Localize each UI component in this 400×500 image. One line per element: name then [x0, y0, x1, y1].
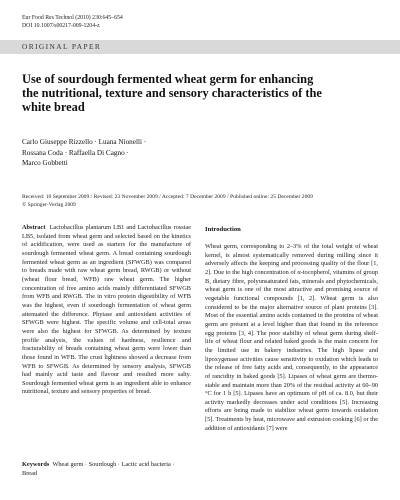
author-line: Marco Gobbetti: [22, 159, 68, 167]
section-band: [0, 40, 400, 54]
journal-citation: Eur Food Res Technol (2010) 230:645–654: [22, 15, 123, 21]
dates: Received: 10 September 2009 / Revised: 23 November 2009 / Accepted: 7 December 2009 / Published online: 25 December 2009: [22, 194, 313, 200]
author-line: Rossana Coda · Raffaella Di Cagno ·: [22, 148, 129, 157]
doi: DOI 10.1007/s00217-009-1204-z: [22, 23, 100, 29]
keywords-label: Keywords: [22, 461, 50, 468]
introduction-heading: Introduction: [205, 226, 241, 233]
introduction-text: Wheat germ, corresponding to 2–3% of the total weight of wheat kernel, is almost systematically removed during milling since it adversely affects the keeping and processing quality of the flour [1, 2]. Due to the high concentration of α-tocopherol, vitamins of group B, dietary fibre, polyunsaturated fats, minerals and phytochemicals, wheat germ is one of the most attractive and promising source of vegetable functional compounds [1, 2]. Wheat germ is also considered to be the major alternative source of plant proteins [3]. Most of the essential amino acids contained in the proteins of wheat germ are present at a level higher than that found in the reference egg proteins [3, 4]. The poor stability of wheat germ during shelf-life of wheat flour and related baked goods is the main concern for the limited use in bakery industries. The high lipase and lipoxygenase activities cause sensitivity to oxidation which leads to the release of free fatty acids and, consequently, to the appearance of rancidity in baked goods [5]. Lipases of wheat germ are thermo-stable and maintain more than 20% of the residual activity at 60–90 °C for 1 h [5]. Lipases have an optimum of pH of ca. 8.0, but their activity markedly decreases under acid conditions [5]. Increasing efforts are being made to stabilize wheat germ towards oxidation [5]. Treatments by heat, microwave and extrusion cooking [6] or the addition of antioxidants [7] were: [205, 243, 378, 432]
author-line: Carlo Giuseppe Rizzello · Luana Nionelli ·: [22, 138, 147, 146]
author-list: [22, 137, 252, 169]
publication-history: [22, 193, 382, 209]
abstract-text: Lactobacillus plantarum LB1 and Lactobacillus rossiae LB5, isolated from wheat germ and selected based on the kinetics of acidification, were used as starters for the manufacture of sourdough fermented wheat germ. A bread containing sourdough fermented wheat germ as an ingredient (SFWGB) was compared to breads made with raw wheat germ bread, RWGB) or without (wheat flour bread, WFB) raw wheat germ. The higher concentration of free amino acids mainly differentiated SFWGB from WFB and RWGB. The in vitro protein digestibility of WFB was the highest, even if sourdough fermentation of wheat germ attenuated the difference. Phytase and antioxidant activities of SFWGB were highest. The specific volume and cell-total areas were also the highest for SFWGB. As determined by texture profile analysis, the values of hardness, resilience and fracturability of breads containing wheat germ were lower than those found in WFB. The crust lightness showed a decrease from WFB to SFWGB. As determined by sensory analysis, SFWGB had mainly acid taste and flavour and resulted more salty. Sourdough fermented wheat germ is an ingredient able to enhance nutritional, texture and sensory properties of bread.: [22, 224, 191, 396]
keywords-text: Wheat germ · Sourdough · Lactic acid bacteria · Bread: [22, 461, 175, 477]
keywords: [22, 460, 191, 478]
section-label: ORIGINAL PAPER: [22, 42, 102, 51]
journal-header: [22, 14, 123, 30]
paper-title: Use of sourdough fermented wheat germ for enhancing the nutritional, texture and sensory characteristics of the white bread: [22, 72, 322, 114]
abstract-label: Abstract: [22, 224, 46, 231]
copyright: © Springer-Verlag 2009: [22, 202, 76, 208]
abstract: [22, 224, 191, 397]
